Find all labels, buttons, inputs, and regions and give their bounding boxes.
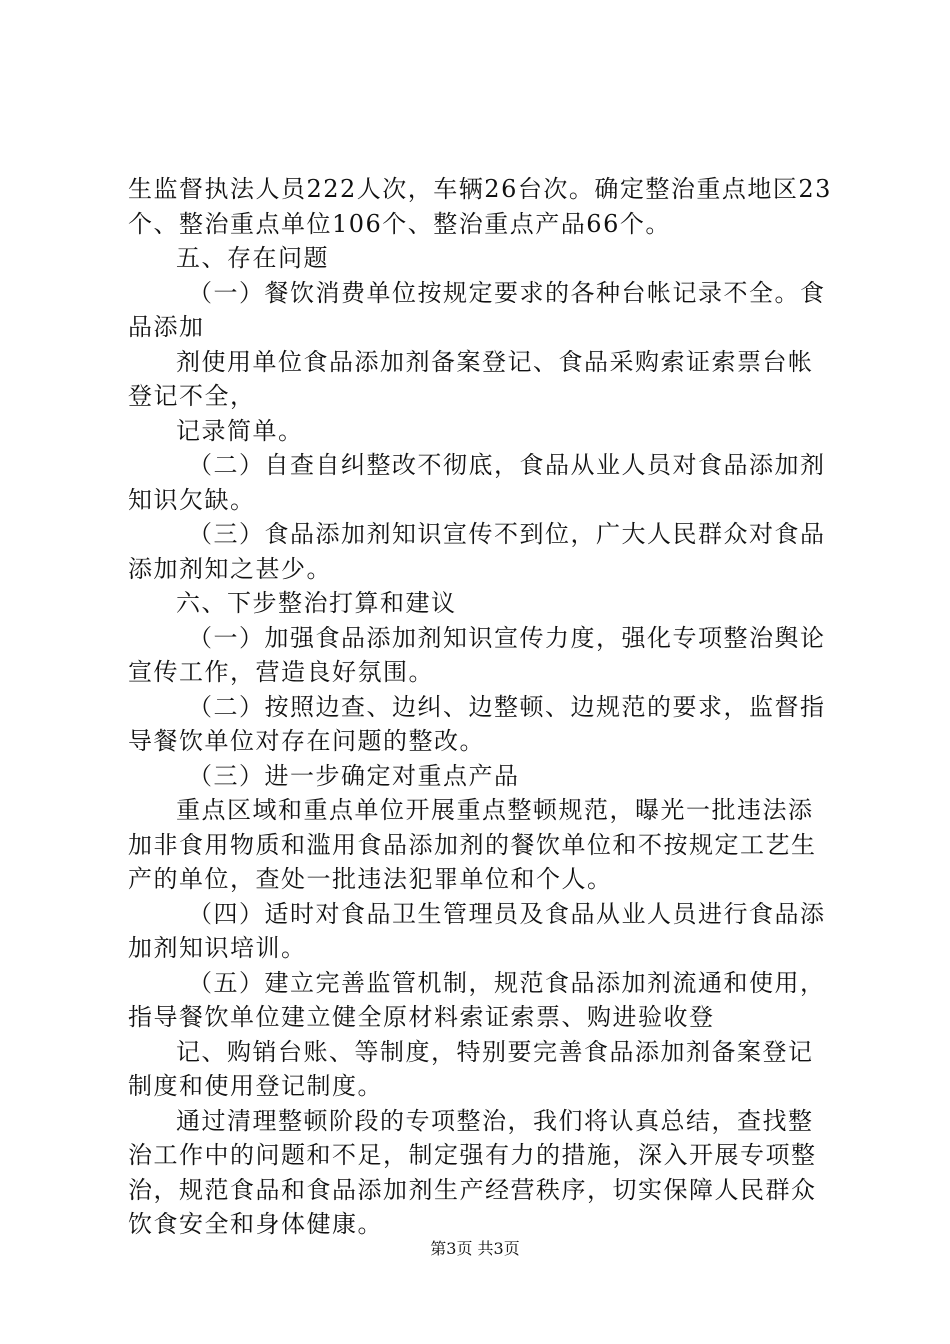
body-line: （二）按照边查、边纠、边整顿、边规范的要求，监督指	[188, 692, 826, 721]
body-line: 重点区域和重点单位开展重点整顿规范，曝光一批违法添	[176, 796, 814, 824]
page-footer	[0, 1239, 950, 1259]
body-line: 制度和使用登记制度。	[128, 1072, 383, 1100]
section-heading: 六、下步整治打算和建议	[176, 589, 457, 617]
body-line: 宣传工作，营造良好氛围。	[128, 658, 434, 686]
body-line: 导餐饮单位对存在问题的整改。	[128, 727, 485, 755]
body-line: 生监督执法人员222人次，车辆26台次。确定整治重点地区23	[128, 175, 832, 203]
document-body	[128, 172, 834, 1242]
body-line: 品添加	[128, 313, 205, 341]
body-line: 记、购销台账、等制度，特别要完善食品添加剂备案登记	[176, 1037, 814, 1066]
body-line: 通过清理整顿阶段的专项整治，我们将认真总结，查找整	[176, 1106, 814, 1135]
body-line: （五）建立完善监管机制，规范食品添加剂流通和使用，	[188, 968, 826, 997]
body-line: 个、整治重点单位106个、整治重点产品66个。	[128, 209, 671, 238]
page-number: 第3页 共3页	[430, 1239, 520, 1258]
body-line: 产的单位，查处一批违法犯罪单位和个人。	[128, 865, 613, 893]
body-line: （三）食品添加剂知识宣传不到位，广大人民群众对食品	[188, 520, 826, 548]
body-line: 指导餐饮单位建立健全原材料索证索票、购进验收登	[128, 1003, 715, 1031]
body-line: 治工作中的问题和不足，制定强有力的措施，深入开展专项整	[128, 1141, 817, 1169]
body-line: （一）加强食品添加剂知识宣传力度，强化专项整治舆论	[188, 623, 826, 652]
body-line: 治，规范食品和食品添加剂生产经营秩序，切实保障人民群众	[128, 1175, 817, 1204]
body-line: 加剂知识培训。	[128, 934, 307, 962]
body-line: 饮食安全和身体健康。	[128, 1210, 383, 1238]
body-line: （二）自查自纠整改不彻底，食品从业人员对食品添加剂	[188, 451, 826, 479]
body-line: （四）适时对食品卫生管理员及食品从业人员进行食品添	[188, 899, 826, 928]
section-heading: 五、存在问题	[176, 244, 329, 272]
body-line: （一）餐饮消费单位按规定要求的各种台帐记录不全。食	[188, 278, 826, 307]
body-line: 登记不全，	[128, 382, 256, 410]
body-line: 剂使用单位食品添加剂备案登记、食品采购索证索票台帐	[176, 347, 814, 376]
body-line: （三）进一步确定对重点产品	[188, 761, 520, 790]
body-line: 知识欠缺。	[128, 485, 256, 514]
body-line: 加非食用物质和滥用食品添加剂的餐饮单位和不按规定工艺生	[128, 830, 817, 859]
body-line: 添加剂知之甚少。	[128, 554, 332, 583]
body-line: 记录简单。	[176, 416, 304, 445]
